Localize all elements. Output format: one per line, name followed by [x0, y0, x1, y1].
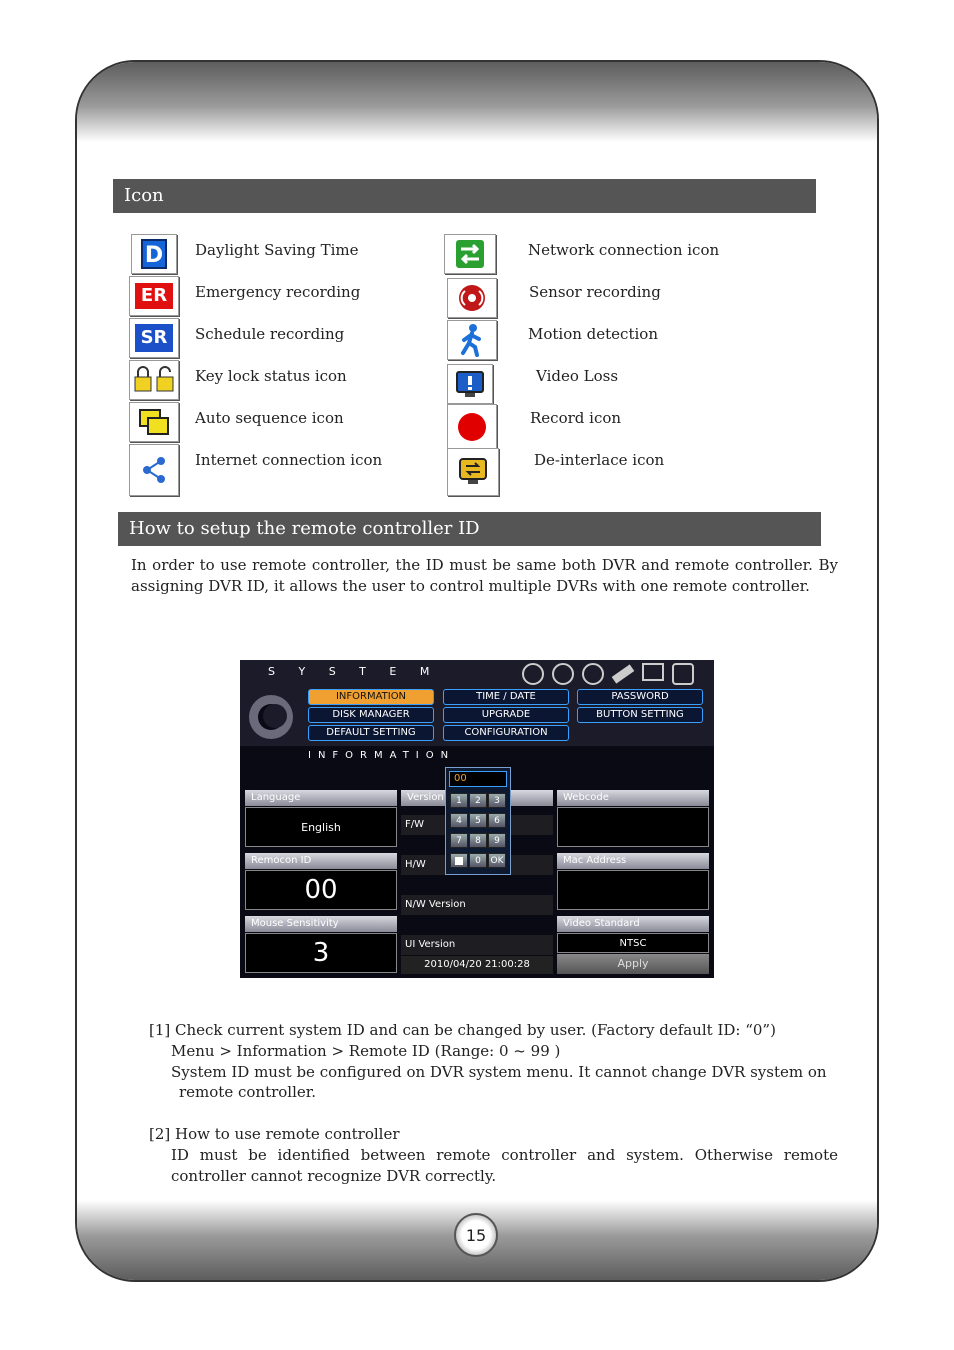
keypad-display[interactable]: 00	[449, 771, 507, 787]
step1-line3: System ID must be configured on DVR system menu. It cannot change DVR system on	[171, 1063, 827, 1081]
lock-icon	[132, 365, 176, 395]
monitor-icon[interactable]	[642, 663, 664, 681]
menu-default-setting[interactable]: DEFAULT SETTING	[308, 725, 434, 741]
icon-section-title: Icon	[113, 179, 816, 213]
network-icon[interactable]	[582, 663, 604, 685]
version-label: Version	[401, 790, 553, 806]
dvr-toolbar	[522, 663, 708, 685]
menu-configuration[interactable]: CONFIGURATION	[443, 725, 569, 741]
video-standard-value[interactable]: NTSC	[557, 933, 709, 953]
menu-password[interactable]: PASSWORD	[577, 689, 703, 705]
language-value[interactable]: English	[245, 807, 397, 847]
key-0[interactable]: 0	[469, 853, 487, 868]
ui-row	[401, 935, 553, 955]
menu-button-setting[interactable]: BUTTON SETTING	[577, 707, 703, 723]
internet-connection-icon	[129, 444, 179, 496]
alarm-icon[interactable]	[672, 663, 694, 685]
apply-button[interactable]: Apply	[557, 954, 709, 974]
daylight-saving-icon	[131, 234, 177, 274]
step2-line1: [2] How to use remote controller	[149, 1125, 400, 1143]
auto-sequence-icon	[129, 402, 179, 442]
settings-icon[interactable]	[522, 663, 544, 685]
pen-icon[interactable]	[612, 664, 635, 683]
menu-information[interactable]: INFORMATION	[308, 689, 434, 705]
red-dot-icon	[455, 410, 489, 444]
intro-paragraph: In order to use remote controller, the ID must be same both DVR and remote controller. By assigning DVR ID, it allows the user to control multiple DVRs with one remote controller.	[131, 556, 838, 595]
mac-label: Mac Address	[557, 853, 709, 869]
header-band	[77, 62, 877, 142]
icon-label: Key lock status icon	[195, 367, 347, 385]
schedule-recording-icon	[129, 318, 179, 358]
schedule-recording-glyph: SR	[135, 324, 173, 352]
gear-logo-icon	[246, 692, 296, 742]
network-connection-icon	[444, 234, 496, 274]
menu-disk-manager[interactable]: DISK MANAGER	[308, 707, 434, 723]
daylight-saving-glyph: D	[141, 239, 167, 269]
icon-label: Schedule recording	[195, 325, 345, 343]
walking-person-icon	[457, 323, 487, 357]
sensor-recording-icon	[447, 278, 497, 318]
numeric-keypad	[445, 767, 511, 875]
record-icon	[447, 404, 497, 450]
remote-section-title: How to setup the remote controller ID	[118, 512, 821, 546]
monitor-yellow-icon	[458, 456, 488, 488]
key-backspace[interactable]	[450, 853, 468, 868]
monitor-alert-icon	[455, 369, 485, 399]
webcode-value	[557, 807, 709, 847]
icon-label: Motion detection	[528, 325, 658, 343]
key-lock-icon	[129, 360, 179, 400]
sequence-icon	[136, 406, 172, 438]
icon-label: Sensor recording	[529, 283, 661, 301]
icon-label: Record icon	[530, 409, 622, 427]
datetime: 2010/04/20 21:00:28	[401, 956, 553, 974]
step1-line4: remote controller.	[179, 1083, 317, 1101]
dvr-title: S Y S T E M	[268, 665, 440, 678]
nw-row	[401, 895, 553, 915]
menu-upgrade[interactable]: UPGRADE	[443, 707, 569, 723]
icon-label: Auto sequence icon	[195, 409, 344, 427]
icon-label: Emergency recording	[195, 283, 361, 301]
icon-label: Network connection icon	[528, 241, 720, 259]
key-ok[interactable]: OK	[488, 853, 506, 868]
video-loss-icon	[447, 364, 493, 404]
key-4[interactable]: 4	[450, 813, 468, 828]
motion-detection-icon	[447, 320, 497, 360]
key-8[interactable]: 8	[469, 833, 487, 848]
icon-label: Internet connection icon	[195, 451, 383, 469]
fw-label: F/W	[405, 819, 425, 830]
page-number: 15	[454, 1213, 498, 1257]
mouse-value[interactable]: 3	[245, 933, 397, 973]
backspace-icon	[455, 857, 463, 865]
key-6[interactable]: 6	[488, 813, 506, 828]
emergency-recording-glyph: ER	[135, 283, 173, 309]
language-label: Language	[245, 790, 397, 806]
key-5[interactable]: 5	[469, 813, 487, 828]
webcode-label: Webcode	[557, 790, 709, 806]
emergency-recording-icon	[129, 276, 179, 316]
icon-label: Daylight Saving Time	[195, 241, 359, 259]
mouse-label: Mouse Sensitivity	[245, 916, 397, 932]
remocon-value[interactable]: 00	[245, 870, 397, 910]
step1-line1: [1] Check current system ID and can be changed by user. (Factory default ID: “0”)	[149, 1021, 776, 1039]
key-7[interactable]: 7	[450, 833, 468, 848]
step1-line2: Menu > Information > Remote ID (Range: 0 ~ 99 )	[171, 1042, 561, 1060]
hw-label: H/W	[405, 859, 426, 870]
key-3[interactable]: 3	[488, 793, 506, 808]
dvr-screenshot	[240, 660, 714, 978]
remocon-label: Remocon ID	[245, 853, 397, 869]
film-icon[interactable]	[552, 663, 574, 685]
icon-label: Video Loss	[536, 367, 619, 385]
video-standard-label: Video Standard	[557, 916, 709, 932]
de-interlace-icon	[447, 448, 499, 496]
ui-label: UI Version	[405, 939, 456, 950]
information-title: INFORMATION	[308, 750, 456, 761]
icon-label: De-interlace icon	[534, 451, 665, 469]
signal-icon	[454, 283, 490, 313]
key-1[interactable]: 1	[450, 793, 468, 808]
menu-time-date[interactable]: TIME / DATE	[443, 689, 569, 705]
mac-value	[557, 870, 709, 910]
key-2[interactable]: 2	[469, 793, 487, 808]
share-icon	[139, 454, 169, 486]
arrows-icon	[455, 239, 485, 269]
step2-line2: ID must be identified between remote controller and system. Otherwise remote controller cannot recognize DVR correctly.	[171, 1146, 838, 1185]
nw-label: N/W Version	[405, 899, 466, 910]
key-9[interactable]: 9	[488, 833, 506, 848]
